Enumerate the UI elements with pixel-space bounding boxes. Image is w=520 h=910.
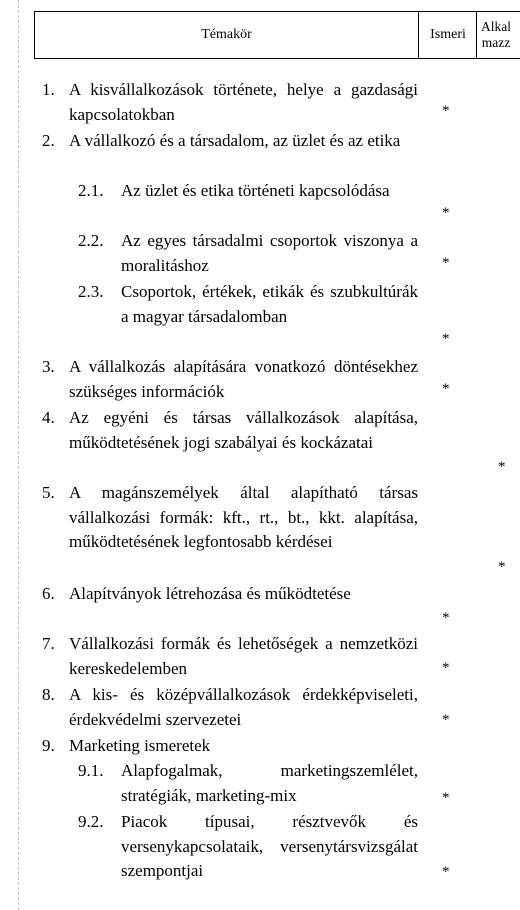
item-text: Az egyes társadalmi csoportok viszonya a moralitáshoz [121, 231, 418, 275]
item-number: 8. [42, 685, 55, 704]
knows-mark: * [442, 610, 450, 626]
item-number: 3. [42, 357, 55, 376]
item-text: Az egyéni és társas vállalkozások alapítása, működtetésének jogi szabályai és kockázatai [69, 408, 418, 452]
table-header [34, 11, 520, 59]
knows-mark: * [442, 255, 450, 271]
header-applies-line1: Alkal [481, 19, 511, 34]
item-number: 2.2. [78, 231, 104, 250]
knows-mark: * [442, 381, 450, 397]
item-text: Piacok típusai, résztvevők és versenykapcsolataik, versenytársvizsgálat szempontjai [121, 812, 418, 880]
item-number: 2. [42, 131, 55, 150]
knows-mark: * [442, 331, 450, 347]
item-number: 5. [42, 483, 55, 502]
knows-mark: * [442, 712, 450, 728]
item-text: A vállalkozó és a társadalom, az üzlet és az etika [69, 131, 401, 150]
item-text: A vállalkozás alapítására vonatkozó döntésekhez szükséges információk [69, 357, 418, 401]
item-number: 2.3. [78, 282, 104, 301]
item-number: 9.2. [78, 812, 104, 831]
applies-mark: * [498, 459, 506, 475]
item-text: Az üzlet és etika történeti kapcsolódása [121, 181, 390, 200]
item-number: 9. [42, 736, 55, 755]
header-topic: Témakör [201, 27, 252, 42]
applies-mark: * [498, 559, 506, 575]
item-number: 9.1. [78, 761, 104, 780]
item-text: A magánszemélyek által alapítható társas vállalkozási formák: kft., rt., bt., kkt. alapítása, működtetésének legfontosabb kérdései [69, 483, 418, 551]
item-text: A kisvállalkozások története, helye a gazdasági kapcsolatokban [69, 80, 418, 124]
item-text: Alapítványok létrehozása és működtetése [69, 584, 351, 603]
knows-mark: * [442, 864, 450, 880]
knows-mark: * [442, 790, 450, 806]
item-text: Csoportok, értékek, etikák és szubkultúrák a magyar társadalomban [121, 282, 418, 326]
item-number: 6. [42, 584, 55, 603]
item-text: A kis- és középvállalkozások érdekképviseleti, érdekvédelmi szervezetei [69, 685, 418, 729]
margin-rule [18, 0, 19, 910]
item-number: 4. [42, 408, 55, 427]
knows-mark: * [442, 205, 450, 221]
item-number: 2.1. [78, 181, 104, 200]
header-applies-line2: mazz [481, 35, 511, 50]
header-knows: Ismeri [418, 12, 477, 58]
header-applies [476, 12, 520, 58]
item-text: Vállalkozási formák és lehetőségek a nemzetközi kereskedelemben [69, 634, 418, 678]
item-number: 1. [42, 80, 55, 99]
item-number: 7. [42, 634, 55, 653]
item-text: Alapfogalmak, marketingszemlélet, stratégiák, marketing-mix [121, 761, 418, 805]
knows-mark: * [442, 660, 450, 676]
item-text: Marketing ismeretek [69, 736, 211, 755]
knows-mark: * [442, 103, 450, 119]
